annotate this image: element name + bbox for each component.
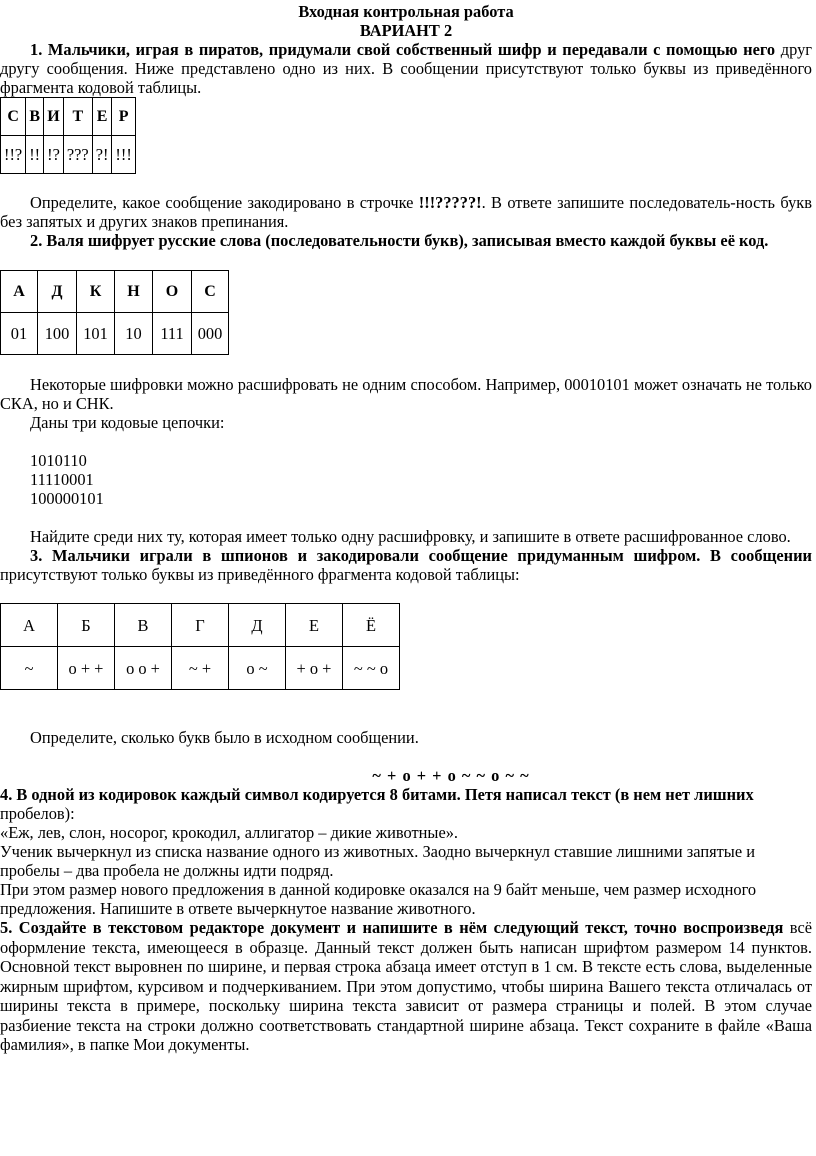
q3-code-table — [0, 603, 400, 690]
q3-bold-text: 3. Мальчики играли в шпионов и закодировали сообщение придуманным шифром. В сообщении — [30, 546, 812, 565]
q2-letter-cell: К — [77, 271, 115, 313]
q3-letter-cell: Г — [172, 604, 229, 647]
q1-letter-cell: И — [44, 98, 64, 136]
q3-table-codes-row — [1, 647, 400, 690]
q4-quote: «Еж, лев, слон, носорог, крокодил, аллигатор – дикие животные». — [0, 823, 459, 842]
q3-code-cell: о о + — [115, 647, 172, 690]
q2-letter-cell: С — [192, 271, 229, 313]
q2-letter-cell: Н — [115, 271, 153, 313]
q1-letter-cell: Т — [63, 98, 92, 136]
q1-code-cell: !! — [26, 136, 44, 174]
q2-letter-cell: А — [1, 271, 38, 313]
q3-task: Определите, сколько букв было в исходном сообщении. — [30, 728, 419, 747]
q3-text: присутствуют только буквы из приведённого фрагмента кодовой таблицы: — [0, 565, 520, 584]
q4-text: пробелов): — [0, 804, 75, 823]
q2-given: Даны три кодовые цепочки: — [30, 413, 225, 432]
q3-table-letters-row — [1, 604, 400, 647]
q1-code-cell: ?! — [92, 136, 112, 174]
q1-letter-cell: Е — [92, 98, 112, 136]
variant-heading: ВАРИАНТ 2 — [359, 21, 453, 40]
q2-table-letters-row — [1, 271, 229, 313]
q4-bold-text: 4. В одной из кодировок каждый символ кодируется 8 битами. Петя написал текст (в нем нет лишних — [0, 785, 754, 804]
q3-code-cell: о ~ — [229, 647, 286, 690]
q2-table-codes-row — [1, 313, 229, 355]
q3-letter-cell: Е — [286, 604, 343, 647]
q2-code-cell: 101 — [77, 313, 115, 355]
q1-task — [0, 193, 812, 231]
q1-letter-cell: Р — [112, 98, 135, 136]
q3-letter-cell: Б — [58, 604, 115, 647]
q2-letter-cell: О — [153, 271, 192, 313]
q1-code-cell: !!! — [112, 136, 135, 174]
q2-code-cell: 000 — [192, 313, 229, 355]
q1-text: друг другу сообщения. Ниже представлено одно из них. В сообщении присутствуют только буквы из приведённого фрагмента кодовой таблицы. — [0, 40, 812, 97]
q1-letter-cell: С — [1, 98, 26, 136]
q3-letter-cell: В — [115, 604, 172, 647]
q1-task-text-end: . В ответе запишите последователь-ность букв без запятых и других знаков препинания. — [0, 193, 812, 231]
q2-code-cell: 10 — [115, 313, 153, 355]
q3-code-cell: ~ + — [172, 647, 229, 690]
q4-line-1: Ученик вычеркнул из списка название одного из животных. Заодно вычеркнул ставшие лишними запятые и пробелы – два пробела не должны идти подряд. — [0, 842, 755, 880]
q3-letter-cell: А — [1, 604, 58, 647]
q5-text: всё оформление текста, имеющееся в образце. Данный текст должен быть написан шрифтом размером 14 пунктов. Основной текст выровнен по ширине, и первая строка абзаца имеет отступ в 1 см. В тексте есть слова, выделенные жирным шрифтом, курсивом и подчеркиванием. При этом допустимо, чтобы ширина Вашего текста отличалась от ширины текста в примере, поскольку ширина текста зависит от размера страницы и полей. В этом случае разбиение текста на строки должно соответствовать стандартной ширине абзаца. Текст сохраните в файле «Ваша фамилия», в папке Мои документы. — [0, 918, 812, 1054]
q1-bold-text: 1. Мальчики, играя в пиратов, придумали свой собственный шифр и передавали с помощью него — [30, 40, 776, 59]
q3-encoded-message: ~ + о + + о ~ ~ о ~ ~ — [372, 766, 530, 785]
q2-chain-3: 100000101 — [30, 489, 104, 508]
document-title: Входная контрольная работа — [298, 2, 514, 21]
q2-letter-cell: Д — [38, 271, 77, 313]
q4-statement — [0, 785, 812, 823]
q1-statement — [0, 40, 812, 97]
q2-statement: 2. Валя шифрует русские слова (последовательности букв), записывая вместо каждой буквы её код. — [30, 231, 769, 250]
q1-code-table — [0, 97, 136, 174]
q3-code-cell: ~ — [1, 647, 58, 690]
q1-code-cell: !? — [44, 136, 64, 174]
q2-example: Некоторые шифровки можно расшифровать не одним способом. Например, 00010101 может означать не только СКА, но и СНК. — [0, 375, 812, 413]
q1-code-cell: !!? — [1, 136, 26, 174]
q1-table-letters-row — [1, 98, 136, 136]
q3-letter-cell: Ё — [343, 604, 400, 647]
q2-chain-1: 1010110 — [30, 451, 87, 470]
q1-table-codes-row — [1, 136, 136, 174]
q2-code-cell: 01 — [1, 313, 38, 355]
q1-code-cell: ??? — [63, 136, 92, 174]
q3-code-cell: о + + — [58, 647, 115, 690]
q1-task-text: Определите, какое сообщение закодировано в строчке — [30, 193, 419, 212]
q3-statement — [0, 546, 812, 584]
q2-code-cell: 100 — [38, 313, 77, 355]
q4-line-2: При этом размер нового предложения в данной кодировке оказался на 9 байт меньше, чем размер исходного предложения. Напишите в ответе вычеркнутое название животного. — [0, 880, 757, 918]
q5-statement — [0, 918, 812, 1055]
q2-code-table — [0, 270, 229, 355]
q2-chain-2: 11110001 — [30, 470, 94, 489]
q3-letter-cell: Д — [229, 604, 286, 647]
q5-bold-text: 5. Создайте в текстовом редакторе документ и напишите в нём следующий текст, точно воспроизведя — [0, 918, 784, 937]
q2-task: Найдите среди них ту, которая имеет только одну расшифровку, и запишите в ответе расшифрованное слово. — [30, 527, 791, 546]
q1-encoded-string: !!!?????! — [418, 193, 482, 212]
q3-code-cell: + о + — [286, 647, 343, 690]
q1-letter-cell: В — [26, 98, 44, 136]
q2-code-cell: 111 — [153, 313, 192, 355]
q3-code-cell: ~ ~ о — [343, 647, 400, 690]
